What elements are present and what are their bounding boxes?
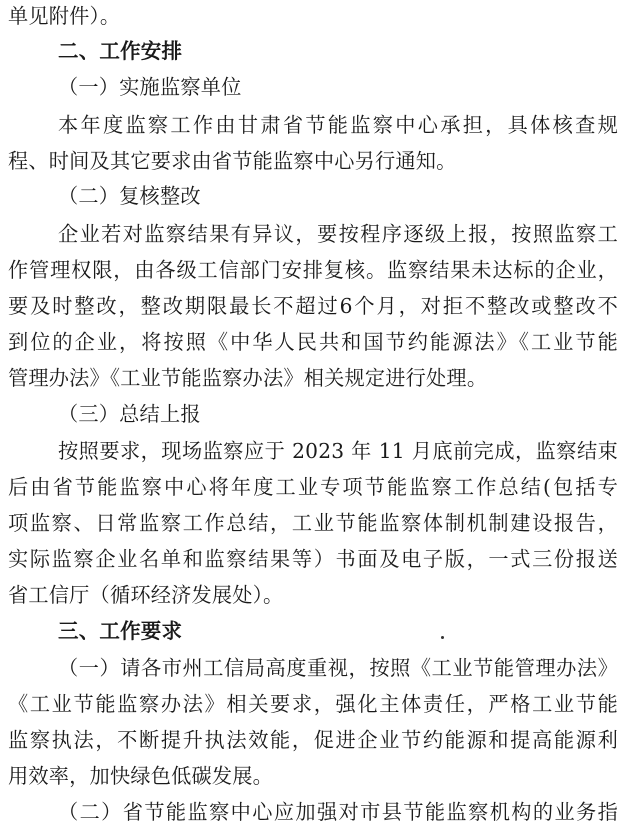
- body-text-line: 项监察、日常监察工作总结，工业节能监察体制机制建设报告，: [8, 511, 618, 535]
- body-text-line: 管理办法》《工业节能监察办法》相关规定进行处理。: [8, 366, 488, 390]
- body-text-line: 到位的企业，将按照《中华人民共和国节约能源法》《工业节能: [8, 330, 618, 354]
- scan-speck: [441, 636, 444, 639]
- body-text-line: 《工业节能监察办法》相关要求，强化主体责任，严格工业节能: [8, 692, 618, 716]
- body-text-line: 作管理权限，由各级工信部门安排复核。监察结果未达标的企业，: [8, 258, 618, 282]
- body-text-line: 本年度监察工作由甘肃省节能监察中心承担，具体核查规: [58, 113, 618, 137]
- body-text-line: 企业若对监察结果有异议，要按程序逐级上报，按照监察工: [58, 222, 618, 246]
- subsection-heading-review-rectification: （二）复核整改: [58, 184, 201, 208]
- body-text-line: 实际监察企业名单和监察结果等）书面及电子版，一式三份报送: [8, 547, 618, 571]
- body-text-line: 按照要求，现场监察应于 2023 年 11 月底前完成，监察结束: [58, 439, 618, 463]
- body-text-line: 监察执法，不断提升执法效能，促进企业节约能源和提高能源利: [8, 728, 618, 752]
- body-text-line: （一）请各市州工信局高度重视，按照《工业节能管理办法》: [58, 656, 618, 680]
- body-text-line: 省工信厅（循环经济发展处）。: [8, 583, 284, 607]
- body-text-line: 后由省节能监察中心将年度工业专项节能监察工作总结(包括专: [8, 475, 618, 499]
- body-text-line: 要及时整改，整改期限最长不超过6个月，对拒不整改或整改不: [8, 294, 618, 318]
- section-heading-work-arrangement: 二、工作安排: [58, 39, 183, 63]
- body-text-line: 程、时间及其它要求由省节能监察中心另行通知。: [8, 149, 457, 173]
- body-text-line: 用效率，加快绿色低碳发展。: [8, 764, 274, 788]
- body-text-line: 单见附件）。: [8, 4, 121, 28]
- subsection-heading-implementing-unit: （一）实施监察单位: [58, 75, 242, 99]
- section-heading-work-requirements: 三、工作要求: [58, 619, 183, 643]
- subsection-heading-summary-report: （三）总结上报: [58, 402, 201, 426]
- body-text-line: （二）省节能监察中心应加强对市县节能监察机构的业务指: [58, 800, 618, 824]
